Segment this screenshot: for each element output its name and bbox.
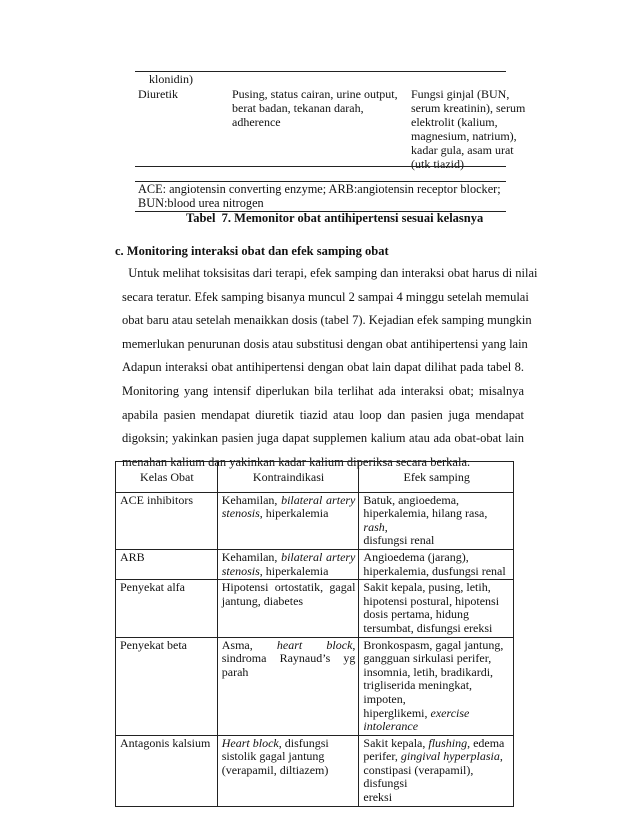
cell-line: Hipotensi ortostatik, gagal: [221, 580, 356, 595]
italic-text: gingival hyperplasia: [400, 749, 500, 764]
footnote-line: ACE: angiotensin converting enzyme; ARB:angiotensin receptor blocker;: [138, 182, 501, 196]
text: , disfungsi: [278, 735, 329, 750]
text: , hiperkalemia: [259, 563, 329, 578]
cell-line: berat badan, tekanan darah,: [232, 101, 364, 115]
paragraph-line: Untuk melihat toksisitas dari terapi, efek samping dan interaksi obat harus di nilai: [122, 266, 538, 280]
cell-line: adherence: [232, 115, 281, 129]
cell-line: serum kreatinin), serum: [411, 101, 526, 115]
contraindication-table: [115, 461, 514, 807]
cell-line: (verapamil, diltiazem): [221, 762, 329, 777]
italic-text: intolerance: [363, 719, 419, 734]
italic-text: rash: [363, 519, 385, 534]
cell-line: (utk tiazid): [411, 157, 464, 171]
cell-kontraindikasi: [217, 580, 359, 637]
italic-text: stenosis: [221, 563, 260, 578]
cell-line: jantung, diabetes: [221, 593, 304, 608]
paragraph-line: Monitoring yang intensif diperlukan bila terlihat ada interaksi obat; misalnya: [122, 383, 524, 398]
cell-line: Bronkospasm, gagal jantung,: [363, 637, 504, 652]
cell-kontraindikasi: [217, 549, 359, 579]
cell-kelas: Antagonis kalsium: [116, 735, 218, 806]
cell-line: [363, 720, 510, 734]
table1-continued-cell: klonidin): [149, 72, 193, 86]
cell-efek: [359, 549, 514, 579]
cell-efek: [359, 735, 514, 806]
footnote-line: BUN:blood urea nitrogen: [138, 196, 264, 210]
cell-line: insomnia, letih, bradikardi,: [363, 664, 494, 679]
paragraph-line: apabila pasien mendapat diuretik tiazid atau loop dan pasien juga mendapat: [122, 407, 524, 422]
cell-line: [363, 507, 510, 534]
cell-line: hiperkalemia, dusfungsi renal: [363, 563, 506, 578]
section-heading: c. Monitoring interaksi obat dan efek samping obat: [115, 244, 389, 258]
cell-line: kadar gula, asam urat: [411, 143, 514, 157]
cell-line: [222, 551, 356, 565]
cell-line: Pusing, status cairan, urine output,: [232, 87, 398, 101]
paragraph-line: digoksin; yakinkan pasien juga dapat supplemen kalium atau ada obat-obat lain: [122, 431, 524, 446]
cell-line: Angioedema (jarang),: [363, 549, 469, 564]
cell-line: constipasi (verapamil), disfungsi: [363, 762, 474, 791]
italic-text: exercise: [430, 705, 470, 720]
cell-line: sindroma Raynaud’s yg: [221, 651, 356, 666]
cell-kontraindikasi: [217, 492, 359, 549]
table-row: [116, 637, 514, 735]
cell-line: Batuk, angioedema,: [363, 492, 460, 507]
cell-line: Sakit kepala, pusing, letih,: [363, 580, 491, 595]
text: ,: [352, 637, 356, 652]
cell-line: [222, 639, 356, 653]
table1-cell-lab: [411, 87, 531, 171]
table7-caption: Tabel 7. Memonitor obat antihipertensi sesuai kelasnya: [186, 211, 484, 225]
cell-kontraindikasi: [217, 637, 359, 735]
cell-kontraindikasi: [217, 735, 359, 806]
table-row: [116, 580, 514, 637]
text: perifer,: [363, 749, 401, 764]
table1-row-border: [135, 166, 506, 167]
table-row: [116, 492, 514, 549]
text: hiperglikemi,: [363, 705, 431, 720]
text: , hiperkalemia: [259, 506, 329, 521]
paragraph-line: Adapun interaksi obat antihipertensi dengan obat lain dapat dilihat pada tabel 8.: [122, 360, 524, 375]
cell-line: [222, 494, 356, 508]
text: ,: [384, 519, 388, 534]
cell-line: disfungsi renal: [363, 533, 435, 548]
cell-line: [222, 737, 356, 751]
cell-line: parah: [221, 664, 249, 679]
cell-line: sistolik gagal jantung: [221, 749, 325, 764]
cell-line: gangguan sirkulasi perifer,: [363, 651, 492, 666]
text: Kehamilan,: [221, 549, 282, 564]
table-row: [116, 735, 514, 806]
text: hiperkalemia, hilang rasa,: [363, 506, 488, 521]
text: Sakit kepala,: [363, 735, 429, 750]
italic-text: Heart block: [221, 735, 279, 750]
cell-line: hipotensi postural, hipotensi: [363, 593, 500, 608]
body-paragraph: [122, 262, 538, 474]
italic-text: bilateral artery: [281, 549, 356, 564]
cell-efek: [359, 580, 514, 637]
italic-text: heart block: [276, 637, 353, 652]
cell-line: magnesium, natrium),: [411, 129, 517, 143]
table1-cell-monitoring: [232, 87, 407, 129]
cell-kelas: Penyekat alfa: [116, 580, 218, 637]
cell-line: elektrolit (kalium,: [411, 115, 498, 129]
text: , edema: [467, 735, 505, 750]
table1-footnote: [138, 182, 518, 210]
paragraph-line: secara teratur. Efek samping bisanya muncul 2 sampai 4 minggu setelah memulai: [122, 289, 529, 304]
cell-efek: [359, 492, 514, 549]
cell-line: trigliserida meningkat, impoten,: [363, 678, 473, 706]
cell-line: tersumbat, disfungsi ereksi: [363, 620, 493, 635]
cell-line: ereksi: [363, 790, 393, 805]
cell-line: dosis pertama, hidung: [363, 607, 470, 622]
cell-line: [363, 737, 510, 751]
cell-kelas: Penyekat beta: [116, 637, 218, 735]
cell-line: [222, 564, 329, 578]
cell-kelas: ARB: [116, 549, 218, 579]
paragraph-line: memerlukan penurunan dosis atau substitusi dengan obat antihipertensi yang lain: [122, 336, 528, 351]
cell-line: [363, 707, 510, 721]
cell-line: Fungsi ginjal (BUN,: [411, 87, 510, 101]
cell-line: [222, 506, 329, 520]
header-efek-samping: Efek samping: [359, 462, 514, 493]
header-kontraindikasi: Kontraindikasi: [217, 462, 359, 493]
paragraph-line: menahan kalium dan yakinkan kadar kalium diperiksa secara berkala.: [122, 454, 471, 469]
table-header-row: [116, 462, 514, 493]
cell-kelas: ACE inhibitors: [116, 492, 218, 549]
table-row: [116, 549, 514, 579]
paragraph-line: obat baru atau setelah menaikkan dosis (tabel 7). Kejadian efek samping mungkin: [122, 313, 532, 328]
italic-text: flushing: [428, 735, 468, 750]
text: ,: [499, 749, 503, 764]
text: Kehamilan,: [221, 492, 282, 507]
table1-cell-diuretik: Diuretik: [138, 87, 178, 101]
italic-text: stenosis: [221, 506, 260, 521]
text: Asma,: [221, 637, 253, 652]
header-kelas-obat: Kelas Obat: [116, 462, 218, 493]
cell-efek: [359, 637, 514, 735]
cell-line: [363, 750, 510, 764]
italic-text: bilateral artery: [281, 492, 356, 507]
